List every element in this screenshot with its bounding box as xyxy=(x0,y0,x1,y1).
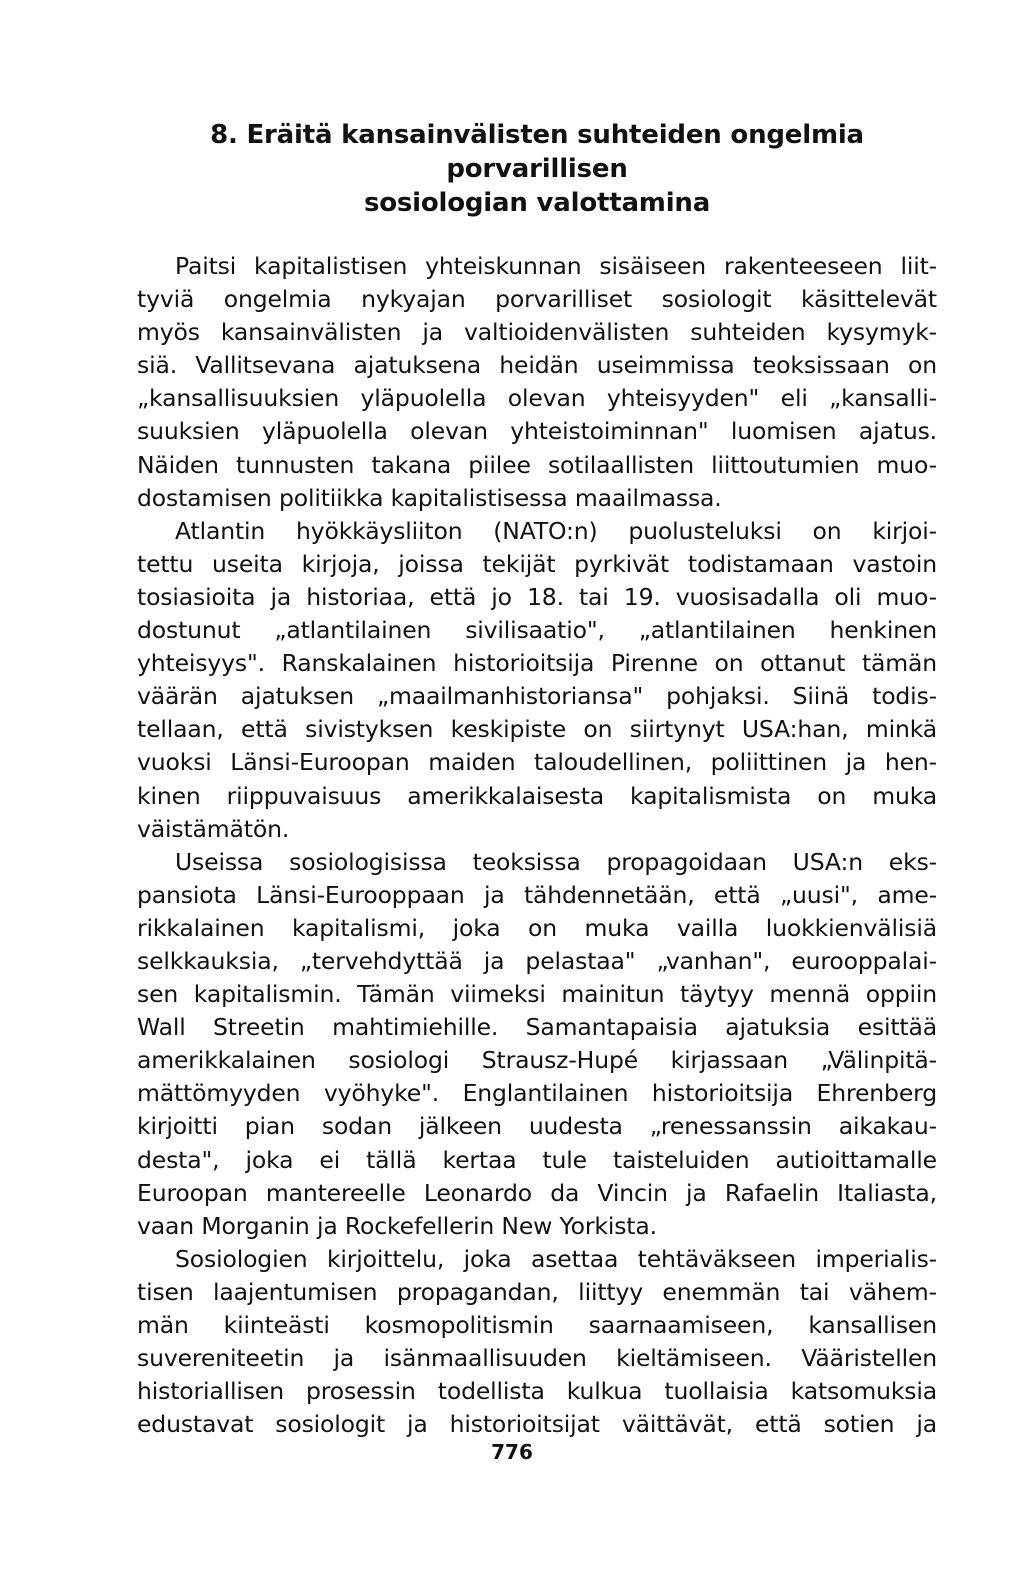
page-number: 776 xyxy=(491,1440,533,1464)
text-line: dostamisen politiikka kapitalistisessa maailmassa. xyxy=(137,483,722,512)
text-line: Näiden tunnusten takana piilee sotilaallisten liittoutumien muo- xyxy=(137,450,937,479)
body-text xyxy=(137,250,937,1441)
text-line: tyviä ongelmia nykyajan porvarilliset sosiologit käsittelevät xyxy=(137,285,937,314)
text-line: suuksien yläpuolella olevan yhteistoiminnan" luomisen ajatus. xyxy=(137,417,937,446)
text-line: Atlantin hyökkäysliiton (NATO:n) puolusteluksi on kirjoi- xyxy=(175,516,937,545)
text-line: siä. Vallitsevana ajatuksena heidän useimmissa teoksissaan on xyxy=(137,351,937,380)
chapter-heading xyxy=(137,118,937,220)
text-line: suvereniteetin ja isänmaallisuuden kieltämiseen. Vääristellen xyxy=(137,1344,937,1373)
text-line: tisen laajentumisen propagandan, liittyy enemmän tai vähem- xyxy=(137,1277,937,1306)
text-line: vuoksi Länsi-Euroopan maiden taloudellinen, poliittinen ja hen- xyxy=(137,748,937,777)
paragraph-4 xyxy=(137,1243,937,1442)
paragraph-2 xyxy=(137,515,937,846)
heading-line-1: 8. Eräitä kansainvälisten suhteiden ongelmia porvarillisen xyxy=(210,120,864,184)
text-line: dostunut „atlantilainen sivilisaatio", „atlantilainen henkinen xyxy=(137,616,937,645)
text-line: tellaan, että sivistyksen keskipiste on siirtynyt USA:han, minkä xyxy=(137,715,937,744)
text-line: rikkalainen kapitalismi, joka on muka vailla luokkienvälisiä xyxy=(137,913,937,942)
text-line: väistämätön. xyxy=(137,814,290,843)
text-line: kinen riippuvaisuus amerikkalaisesta kapitalismista on muka xyxy=(137,781,937,810)
text-line: Paitsi kapitalistisen yhteiskunnan sisäiseen rakenteeseen liit- xyxy=(175,252,937,280)
text-line: selkkauksia, „tervehdyttää ja pelastaa" „vanhan", eurooppalai- xyxy=(137,946,937,975)
paragraph-3 xyxy=(137,846,937,1243)
heading-line-2: sosiologian valottamina xyxy=(363,188,711,218)
text-line: tettu useita kirjoja, joissa tekijät pyrkivät todistamaan vastoin xyxy=(137,549,937,578)
text-line: sen kapitalismin. Tämän viimeksi mainitun täytyy mennä oppiin xyxy=(137,980,937,1009)
text-line: mättömyyden vyöhyke". Englantilainen historioitsija Ehrenberg xyxy=(137,1079,937,1108)
text-line: desta", joka ei tällä kertaa tule taisteluiden autioittamalle xyxy=(137,1145,937,1174)
text-line: Euroopan mantereelle Leonardo da Vincin ja Rafaelin Italiasta, xyxy=(137,1178,937,1207)
page-content xyxy=(137,118,937,1441)
text-line: myös kansainvälisten ja valtioidenvälisten suhteiden kysymyk- xyxy=(137,318,937,347)
text-line: amerikkalainen sosiologi Strausz-Hupé kirjassaan „Välinpitä- xyxy=(137,1046,937,1075)
text-line: „kansallisuuksien yläpuolella olevan yhteisyyden" eli „kansalli- xyxy=(137,384,937,413)
text-line: Useissa sosiologisissa teoksissa propagoidaan USA:n eks- xyxy=(175,847,937,876)
text-line: edustavat sosiologit ja historioitsijat väittävät, että sotien ja xyxy=(137,1410,937,1439)
text-line: tosiasioita ja historiaa, että jo 18. tai 19. vuosisadalla oli muo- xyxy=(137,582,937,611)
text-line: historiallisen prosessin todellista kulkua tuollaisia katsomuksia xyxy=(137,1377,937,1406)
text-line: män kiinteästi kosmopolitismin saarnaamiseen, kansallisen xyxy=(137,1311,937,1339)
text-line: Sosiologien kirjoittelu, joka asettaa tehtäväkseen imperialis- xyxy=(175,1244,937,1273)
text-line: Wall Streetin mahtimiehille. Samantapaisia ajatuksia esittää xyxy=(137,1013,937,1042)
text-line: kirjoitti pian sodan jälkeen uudesta „renessanssin aikakau- xyxy=(137,1112,937,1141)
text-line: väärän ajatuksen „maailmanhistoriansa" pohjaksi. Siinä todis- xyxy=(137,682,937,711)
text-line: vaan Morganin ja Rockefellerin New Yorkista. xyxy=(137,1211,657,1240)
text-line: yhteisyys". Ranskalainen historioitsija Pirenne on ottanut tämän xyxy=(137,649,937,678)
text-line: pansiota Länsi-Eurooppaan ja tähdennetään, että „uusi", ame- xyxy=(137,880,937,909)
paragraph-1 xyxy=(137,250,937,515)
